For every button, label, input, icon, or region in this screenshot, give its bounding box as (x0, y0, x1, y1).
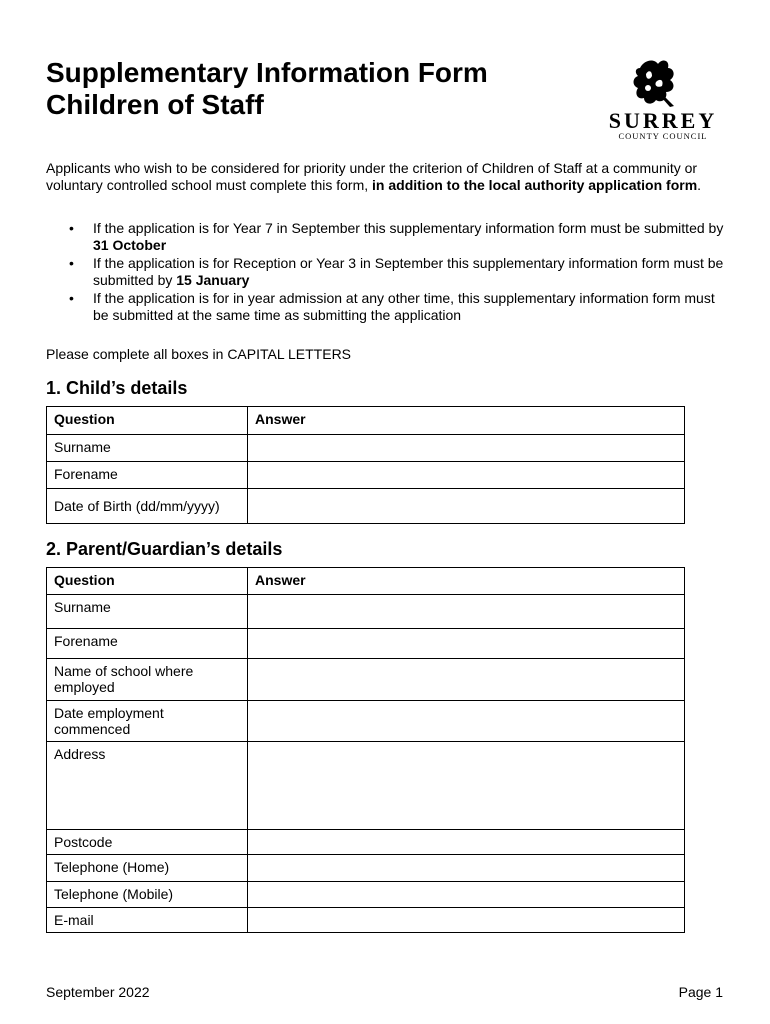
oak-leaf-icon (604, 56, 722, 108)
question-label: Forename (47, 462, 248, 489)
question-label: Surname (47, 435, 248, 462)
answer-field-phone-home[interactable] (248, 855, 685, 882)
question-label: Date employment commenced (47, 701, 248, 742)
intro-end: . (697, 177, 702, 193)
parent-details-table (46, 567, 685, 933)
section2-heading: 2. Parent/Guardian’s details (46, 539, 283, 559)
answer-field-address[interactable] (248, 742, 685, 830)
logo-wordmark: SURREY (608, 108, 718, 133)
deadline-list (46, 220, 726, 325)
col-question-header: Question (47, 407, 248, 435)
question-label: Forename (47, 629, 248, 659)
answer-field-parent-surname[interactable] (248, 595, 685, 629)
answer-field-child-forename[interactable] (248, 462, 685, 489)
answer-field-child-dob[interactable] (248, 489, 685, 524)
answer-field-child-surname[interactable] (248, 435, 685, 462)
answer-field-employment-date[interactable] (248, 701, 685, 742)
page-title (46, 57, 488, 121)
surrey-logo (604, 56, 724, 146)
footer-date: September 2022 (46, 984, 150, 1000)
question-label: Telephone (Home) (47, 855, 248, 882)
col-answer-header: Answer (248, 568, 685, 595)
question-label: Name of school where employed (47, 659, 248, 701)
answer-field-postcode[interactable] (248, 830, 685, 855)
col-question-header: Question (47, 568, 248, 595)
question-label: Surname (47, 595, 248, 629)
question-label: E-mail (47, 908, 248, 933)
question-label: Postcode (47, 830, 248, 855)
answer-field-school-name[interactable] (248, 659, 685, 701)
question-label: Address (47, 742, 248, 830)
answer-field-email[interactable] (248, 908, 685, 933)
title-line-2: Children of Staff (46, 89, 264, 120)
title-line-1: Supplementary Information Form (46, 57, 488, 88)
instruction-text: Please complete all boxes in CAPITAL LETTERS (46, 346, 352, 362)
intro-text: Applicants who wish to be considered for priority under the criterion of Children of Staff at a community or voluntary controlled school must complete this form, (46, 160, 698, 193)
page-number: Page 1 (678, 984, 723, 1000)
list-item: • If the application is for Reception or Year 3 in September this supplementary information form must be submitted by 15 January (46, 255, 726, 289)
child-details-table (46, 406, 685, 524)
col-answer-header: Answer (248, 407, 685, 435)
section1-heading: 1. Child’s details (46, 378, 188, 398)
logo-subtitle: COUNTY COUNCIL (618, 131, 708, 141)
list-item: • If the application is for in year admission at any other time, this supplementary information form must be submitted at the same time as submitting the application (46, 290, 726, 324)
question-label: Telephone (Mobile) (47, 882, 248, 908)
answer-field-phone-mobile[interactable] (248, 882, 685, 908)
list-item: • If the application is for Year 7 in September this supplementary information form must be submitted by 31 October (46, 220, 726, 254)
question-label: Date of Birth (dd/mm/yyyy) (47, 489, 248, 524)
answer-field-parent-forename[interactable] (248, 629, 685, 659)
intro-bold: in addition to the local authority application form (372, 177, 698, 193)
intro-paragraph (46, 160, 726, 194)
